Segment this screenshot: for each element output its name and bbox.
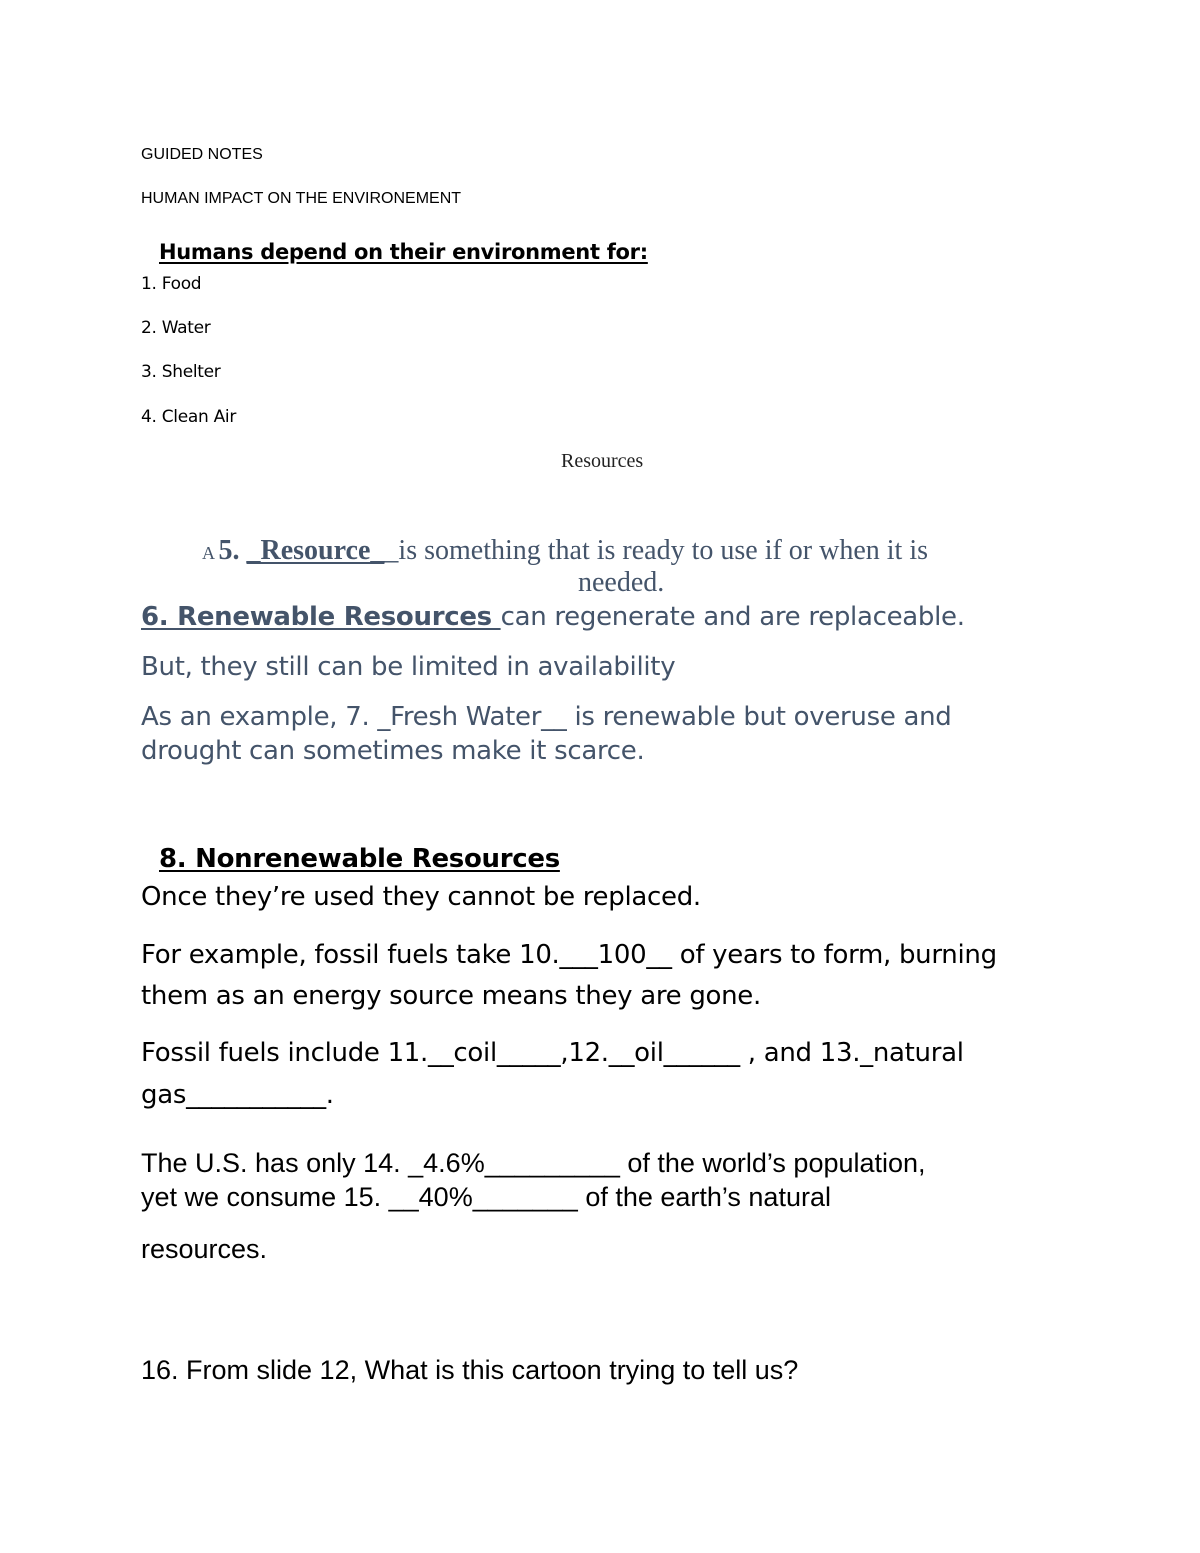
fossil-line1: Fossil fuels include 11.__coil_____,12.__oil______ , and 13._natural [141,1038,964,1068]
topic-title: HUMAN IMPACT ON THE ENVIRONEMENT [141,190,462,207]
resources-title: Resources [561,450,644,472]
q7-line2: drought can sometimes make it scarce. [141,736,645,766]
depend-heading: Humans depend on their environment for: [159,240,648,264]
q7-line1: As an example, 7. _Fresh Water__ is renewable but overuse and [141,702,952,732]
limited-availability: But, they still can be limited in availability [141,652,676,682]
q5-rest: _is something that is ready to use if or when it is [384,535,929,566]
q5-answer: _Resource_ [246,535,385,566]
guided-notes-label: GUIDED NOTES [141,146,263,163]
consumption-line1: The U.S. has only 14. _4.6%_________ of the world’s population, [141,1148,926,1178]
q6-rest: can regenerate and are replaceable. [500,602,965,632]
q5-line [202,535,928,567]
fossil-line2: gas___________. [141,1080,334,1110]
once-used: Once they’re used they cannot be replaced. [141,882,701,912]
consumption-line2: yet we consume 15. __40%_______ of the earth’s natural [141,1182,831,1212]
list-item: 3. Shelter [141,362,221,382]
q6-line [141,602,965,632]
q10-line1: For example, fossil fuels take 10.___100__ of years to form, burning [141,940,997,970]
q6-label: 6. Renewable Resources [141,602,501,632]
list-item: 4. Clean Air [141,407,237,427]
q8-heading: 8. Nonrenewable Resources [159,844,560,874]
question-16: 16. From slide 12, What is this cartoon trying to tell us? [141,1355,799,1385]
q5-prefix: A [202,543,219,563]
list-item: 1. Food [141,274,202,294]
consumption-line3: resources. [141,1234,268,1264]
q5-number: 5. [218,535,247,566]
q5-line2: needed. [578,567,665,598]
list-item: 2. Water [141,318,211,338]
q10-line2: them as an energy source means they are gone. [141,981,761,1011]
